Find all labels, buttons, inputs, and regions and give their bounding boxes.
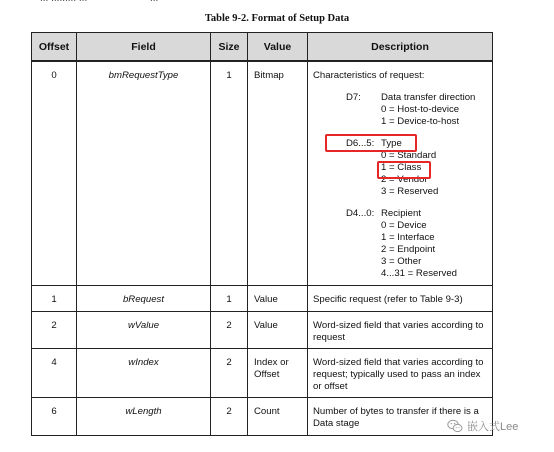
- cell-offset: 2: [32, 311, 77, 348]
- cell-field: bRequest: [77, 285, 211, 311]
- watermark: [447, 418, 518, 434]
- bitfield-label: D6...5:: [346, 138, 375, 149]
- cell-size: 2: [211, 311, 248, 348]
- bitfield-label: D4...0:: [346, 208, 375, 219]
- table-title: Table 9-2. Format of Setup Data: [204, 13, 350, 24]
- bitfield-line: Recipient: [381, 208, 421, 219]
- table-row: [32, 397, 493, 435]
- bitfield-d4-0: [313, 208, 488, 280]
- cell-description: Word-sized field that varies according to request; typically used to pass an index or offset: [308, 348, 493, 397]
- cell-field: bmRequestType: [77, 61, 211, 285]
- cell-description: Number of bytes to transfer if there is a Data stage: [308, 397, 493, 435]
- cell-offset: 1: [32, 285, 77, 311]
- bitfield-line: 2 = Vendor: [381, 174, 428, 185]
- bitfield-label: D7:: [346, 92, 361, 103]
- header-size: Size: [211, 33, 248, 62]
- cell-offset: 0: [32, 61, 77, 285]
- cell-value: Index or Offset: [248, 348, 308, 397]
- header-offset: Offset: [32, 33, 77, 62]
- cell-description: Specific request (refer to Table 9-3): [308, 285, 493, 311]
- cell-value: Value: [248, 285, 308, 311]
- header-description: Description: [308, 33, 493, 62]
- bitfield-line: 1 = Class: [381, 162, 422, 173]
- cell-description: [308, 61, 493, 285]
- cell-size: 1: [211, 285, 248, 311]
- cell-value: Value: [248, 311, 308, 348]
- bitfield-d6-5: [313, 138, 488, 198]
- bitfield-d7: [313, 92, 488, 128]
- table-row: [32, 311, 493, 348]
- bitfield-line: 1 = Interface: [381, 232, 435, 243]
- top-cropped-text: [0, 0, 554, 6]
- bitfield-line: Type: [381, 138, 402, 149]
- cell-field: wIndex: [77, 348, 211, 397]
- table-row: [32, 348, 493, 397]
- bitfield-line: 0 = Device: [381, 220, 427, 231]
- bitfield-line: 1 = Device-to-host: [381, 116, 460, 127]
- bitfield-line: 3 = Reserved: [381, 186, 439, 197]
- header-value: Value: [248, 33, 308, 62]
- cell-value: Bitmap: [248, 61, 308, 285]
- bitfield-line: 2 = Endpoint: [381, 244, 436, 255]
- cell-offset: 4: [32, 348, 77, 397]
- table-header-row: [32, 33, 493, 62]
- cell-offset: 6: [32, 397, 77, 435]
- cell-field: wValue: [77, 311, 211, 348]
- cell-size: 2: [211, 348, 248, 397]
- setup-data-table: [31, 32, 493, 436]
- header-field: Field: [77, 33, 211, 62]
- cell-field: wLength: [77, 397, 211, 435]
- cell-size: 1: [211, 61, 248, 285]
- bitfield-line: 3 = Other: [381, 256, 422, 267]
- table-row: [32, 285, 493, 311]
- watermark-text: 嵌入式Lee: [467, 421, 519, 433]
- description-intro: Characteristics of request:: [313, 70, 425, 81]
- bitfield-line: Data transfer direction: [381, 92, 476, 103]
- bitfield-line: 4...31 = Reserved: [381, 268, 457, 279]
- bitfield-line: 0 = Standard: [381, 150, 437, 161]
- cell-value: Count: [248, 397, 308, 435]
- table-row: [32, 61, 493, 285]
- cell-description: Word-sized field that varies according to request: [308, 311, 493, 348]
- wechat-icon: [447, 418, 463, 434]
- cropped-text-left: [40, 0, 87, 4]
- cell-size: 2: [211, 397, 248, 435]
- bitfield-line: 0 = Host-to-device: [381, 104, 460, 115]
- cropped-text-right: [150, 0, 158, 4]
